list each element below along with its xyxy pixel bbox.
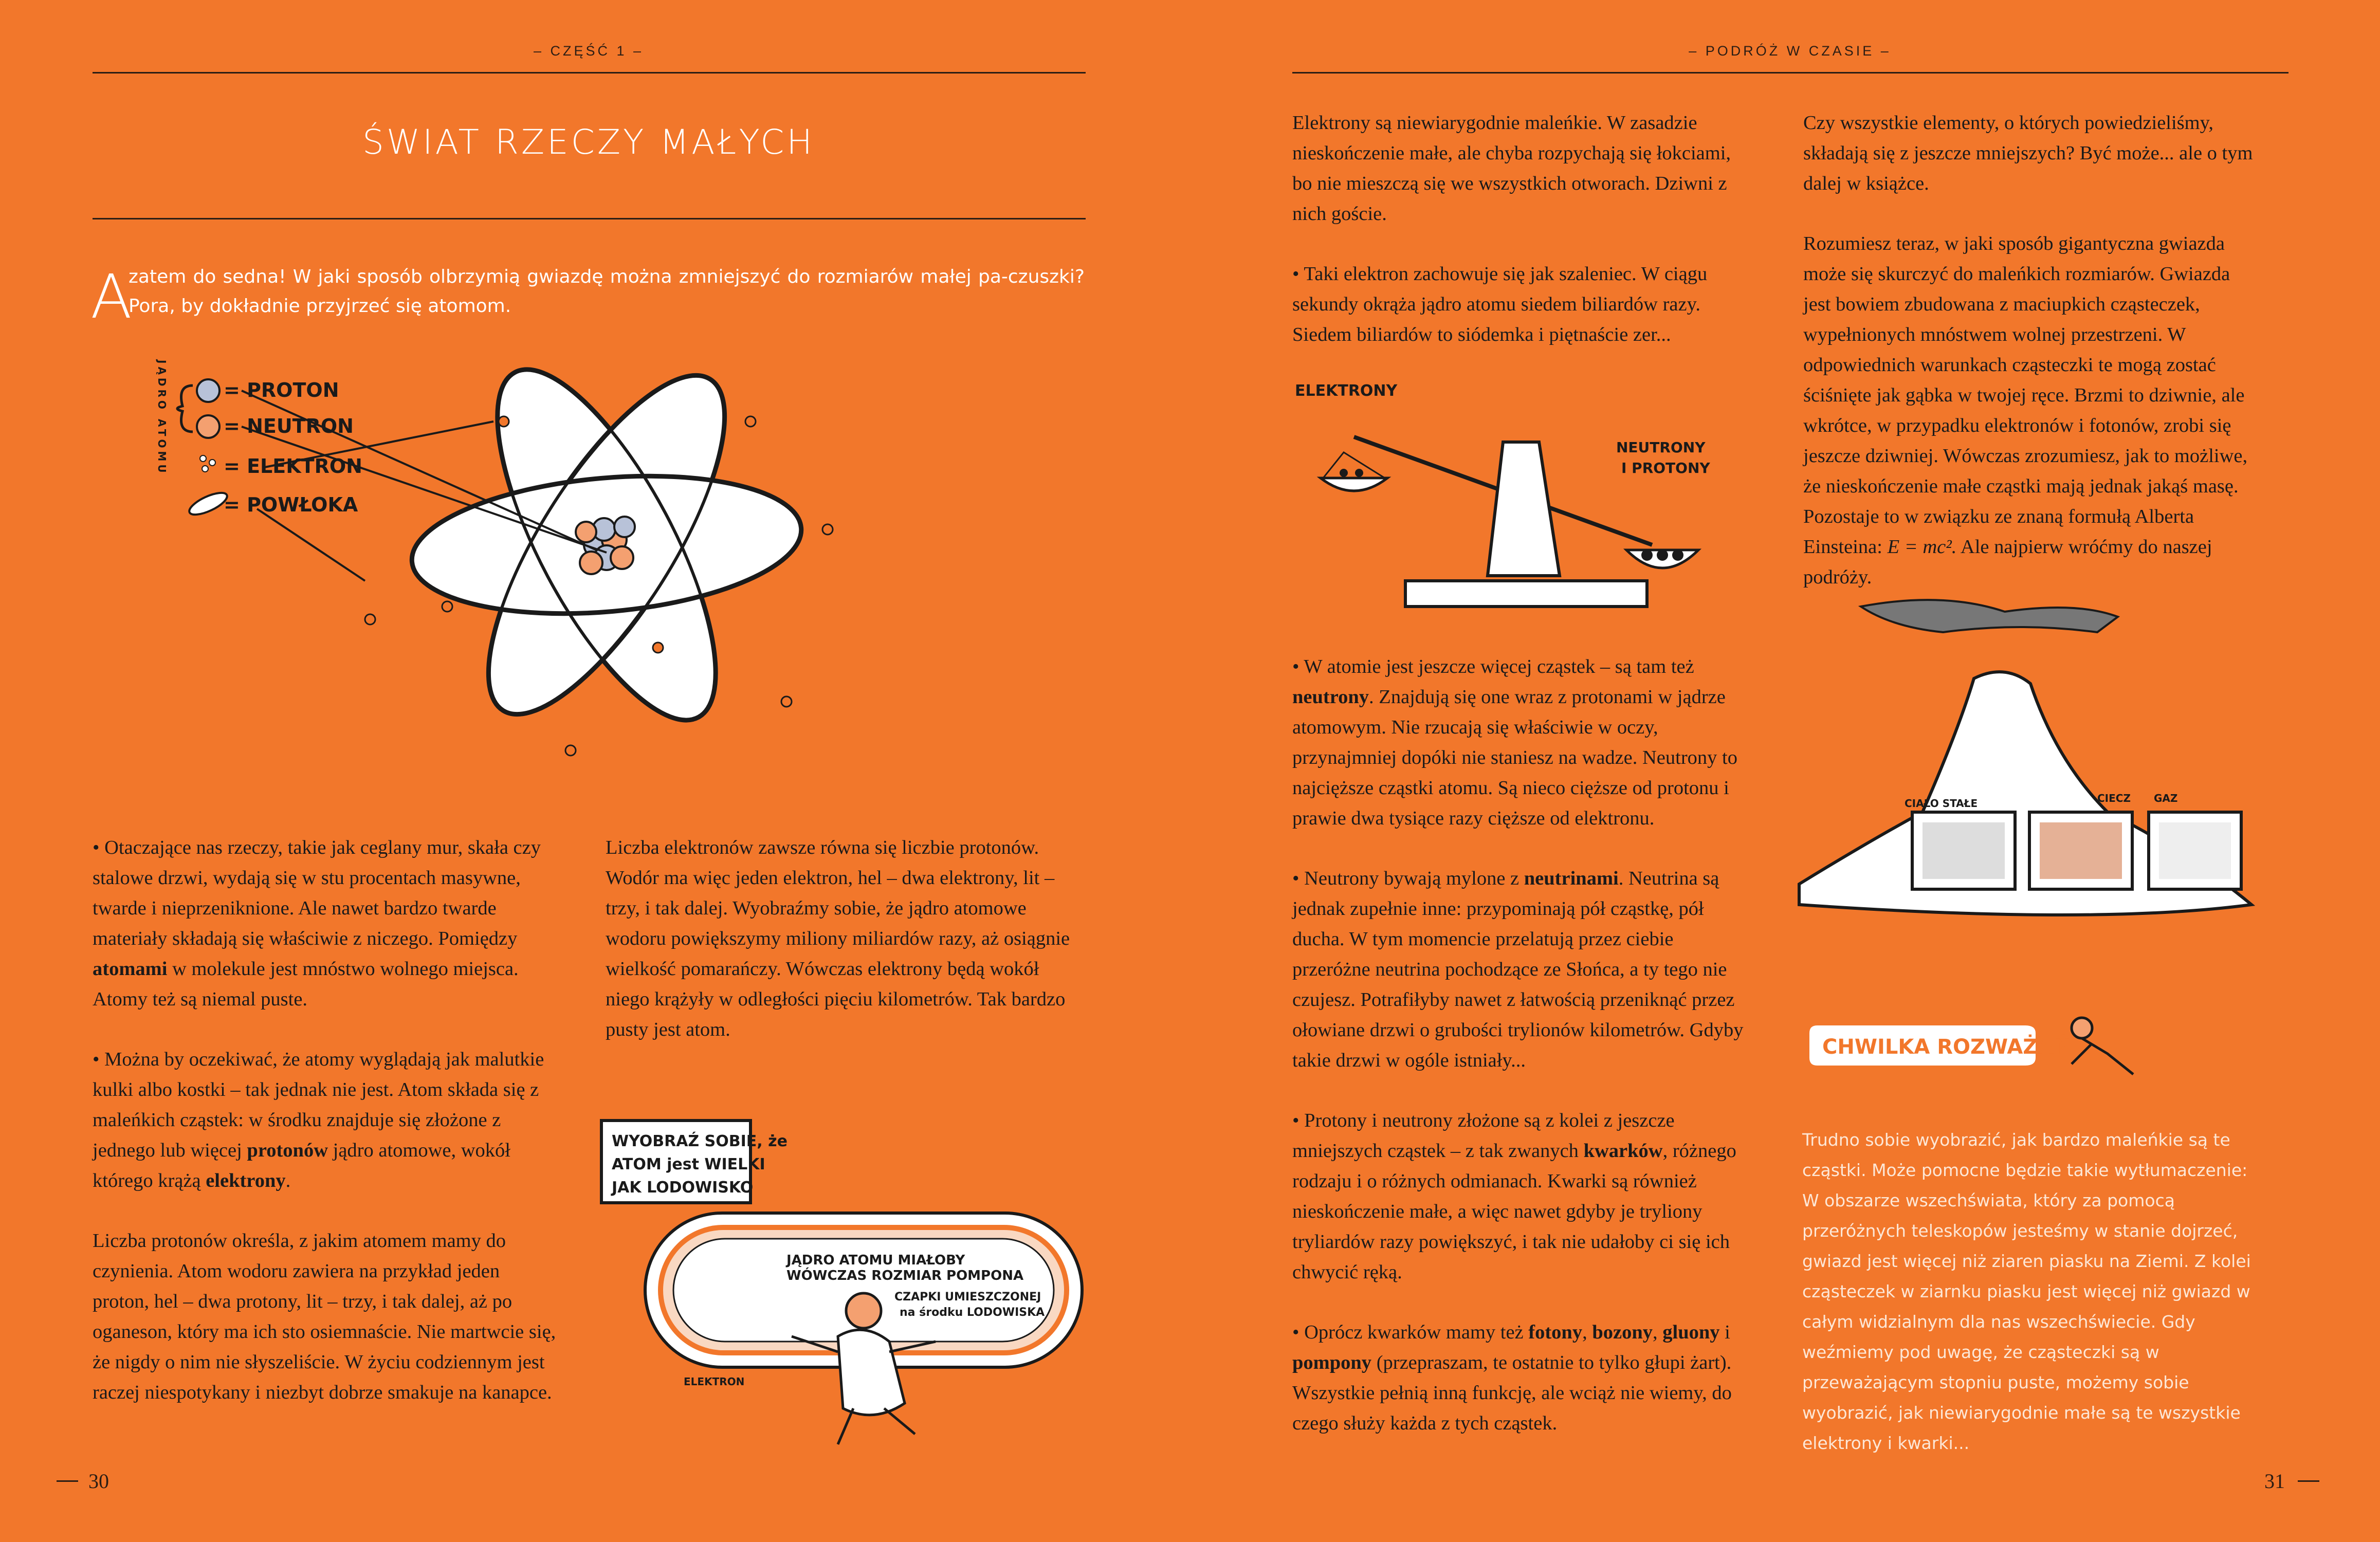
paragraph: • Otaczające nas rzeczy, takie jak ceglany mur, skała czy stalowe drzwi, wydają się w stu procentach masywne, twarde i nieprzeniknione. Ale nawet bardzo twarde materiały składają się właściwie z niczego. Pomiędzy atomami w molekule jest mnóstwo wolnego miejsca. Atomy też są niemal puste. [93, 837, 541, 1010]
lead-paragraph: zatem do sedna! W jaki sposób olbrzymią gwiazdę można zmniejszyć do rozmiarów małej pa-czuszki? Pora, by dokładnie przyjrzeć się atomom. [129, 266, 1085, 317]
paragraph: • Można by oczekiwać, że atomy wyglądają jak malutkie kulki albo kostki – tak jednak nie jest. Atom składa się z maleńkich cząstek: w środku znajduje się złożone z jednego lub więcej protonów jądro atomowe, wokół którego krążą elektrony. [93, 1049, 544, 1191]
scale-label-electrons: ELEKTRONY [1295, 382, 1398, 400]
page-title: ŚWIAT RZECZY MAŁYCH [362, 122, 815, 162]
svg-text:JĄDRO ATOMU MIAŁOBY: JĄDRO ATOMU MIAŁOBY [786, 1253, 965, 1268]
svg-text:na środku LODOWISKA: na środku LODOWISKA [900, 1306, 1045, 1319]
left-column-2 [606, 833, 1073, 1075]
scale-label-neutrons: NEUTRONY [1616, 439, 1706, 456]
paragraph: • Oprócz kwarków mamy też fotony, bozony, gluony i pompony (przepraszam, te ostatnie to tylko głupi żart). Wszystkie pełnią inną funkcję, ale wciąż nie wiemy, do czego służy każda z tych cząstek. [1292, 1321, 1732, 1434]
right-column-2 [1803, 108, 2256, 622]
solid-label: CIAŁO STAŁE [1905, 797, 1978, 810]
gas-label: GAZ [2154, 792, 2178, 804]
svg-text:WÓWCZAS ROZMIAR POMPONA: WÓWCZAS ROZMIAR POMPONA [786, 1268, 1024, 1283]
scale-illustration [1292, 370, 1734, 627]
nucleus-vertical-label: JĄDRO ATOMU [156, 360, 168, 476]
left-column-1 [93, 833, 560, 1438]
svg-text:WYOBRAŹ SOBIE, że: WYOBRAŹ SOBIE, że [612, 1132, 788, 1150]
top-rule-right [1292, 72, 2289, 74]
stadium-illustration [596, 1115, 1090, 1449]
atom-legend [147, 350, 373, 524]
section-header-left: – CZĘŚĆ 1 – [533, 43, 644, 59]
page-number-right: 31 [2264, 1470, 2285, 1493]
title-rule [93, 218, 1086, 219]
page-number-dash-right [2298, 1480, 2319, 1482]
paragraph: • Protony i neutrony złożone są z kolei z jeszcze mniejszych cząstek – z tak zwanych kwarków, różnego rodzaju i o różnych odmianach. Kwarki są również nieskończenie małe, a więc nawet gdyby je tryliony tryliardów razy powiększyć, i tak nie udałoby ci się ich chwycić ręką. [1292, 1110, 1736, 1283]
thinking-label: CHWILKA ROZWAŻAŃ [1822, 1035, 2071, 1059]
page-number-dash-left [57, 1480, 78, 1482]
sign [601, 1121, 788, 1203]
paragraph: • Neutrony bywają mylone z neutrinami. Neutrina są jednak zupełnie inne: przypominają pół cząstkę, pół ducha. W tym momencie przelatują przez ciebie przeróżne neutrina pochodzące ze Słońca, a ty tego nie czujesz. Potrafiłyby nawet z łatwością przeniknąć przez ołowiane drzwi o grubości trylionów kilometrów. Gdyby takie drzwi w ogóle istniały... [1292, 868, 1744, 1071]
paragraph: • Taki elektron zachowuje się jak szaleniec. W ciągu sekundy okrąża jądro atomu siedem biliardów razy. Siedem biliardów to siódemka i piętnaście zer... [1292, 263, 1708, 345]
proton-icon [197, 379, 219, 402]
thinking-box-text: Trudno sobie wyobrazić, jak bardzo maleńkie są te cząstki. Może pomocne będzie takie wytłumaczenie: W obszarze wszechświata, który za pomocą przeróżnych teleskopów jesteśmy w stanie dojrzeć, gwiazd jest więcej niż ziaren piasku na Ziemi. Z kolei cząsteczek w ziarnku piasku jest więcej niż gwiazd w całym widzialnym dla nas wszechświecie. Gdy weźmiemy pod uwagę, że cząsteczki są w przeważającym stopniu puste, możemy sobie wyobrazić, jak niewiarygodnie małe są te wszystkie elektrony i kwarki... [1802, 1130, 2251, 1453]
thinking-label-badge [1794, 997, 2154, 1100]
flying-person-icon [2072, 1018, 2133, 1074]
einstein-formula: E = mc². [1887, 536, 1957, 558]
paragraph: • W atomie jest jeszcze więcej cząstek – są tam też neutrony. Znajdują się one wraz z protonami w jądrze atomowym. Nie rzucają się właściwie w oczy, przynajmniej dopóki nie staniesz na wadze. Neutrony to najcięższe cząstki atomu. Są nieco cięższe od protonu i prawie dwa tysiące razy cięższe od elektronu. [1292, 656, 1737, 829]
electron-label: = ELEKTRON [224, 455, 362, 478]
shell-label: = POWŁOKA [224, 493, 358, 516]
top-rule-left [93, 72, 1086, 74]
neutron-label: = NEUTRON [224, 415, 354, 437]
volcano-illustration [1789, 596, 2262, 925]
svg-text:CZAPKI UMIESZCZONEJ: CZAPKI UMIESZCZONEJ [894, 1291, 1041, 1304]
paragraph: Liczba elektronów zawsze równa się liczbie protonów. Wodór ma więc jeden elektron, hel – dwa elektrony, lit – trzy, i tak dalej. Wyobraźmy sobie, że jądro atomowe wodoru powiększymy miliony miliardów razy, aż osiągnie wielkość pomarańczy. Wówczas elektrony będą wokół niego krążyły w odległości pięciu kilometrów. Tak bardzo pusty jest atom. [606, 837, 1070, 1040]
neutron-icon [197, 415, 219, 438]
right-column-1 [1292, 108, 1755, 380]
scale-label-protons: I PROTONY [1621, 460, 1710, 476]
proton-label: = PROTON [224, 379, 339, 401]
svg-text:ATOM jest WIELKI: ATOM jest WIELKI [612, 1155, 765, 1173]
page-number-left: 30 [88, 1470, 109, 1493]
paragraph: Czy wszystkie elementy, o których powiedzieliśmy, składają się z jeszcze mniejszych? Być może... ale o tym dalej w książce. [1803, 112, 2253, 194]
electron-label: ELEKTRON [684, 1375, 745, 1388]
electron-icon [200, 455, 215, 472]
section-header-right: – PODRÓŻ W CZASIE – [1689, 43, 1891, 59]
paragraph: Elektrony są niewiarygodnie maleńkie. W zasadzie nieskończenie małe, ale chyba rozpychają się łokciami, bo nie mieszczą się we wszystkich otworach. Dziwni z nich goście. [1292, 112, 1731, 225]
svg-text:JAK LODOWISKO: JAK LODOWISKO [612, 1179, 754, 1197]
paragraph: Rozumiesz teraz, w jaki sposób gigantyczna gwiazda może się skurczyć do maleńkich rozmiarów. Gwiazda jest bowiem zbudowana z maciupkich cząsteczek, wypełnionych mnóstwem wolnej przestrzeni. W odpowiednich warunkach cząsteczki te mogą zostać ściśnięte jak gąbka w twojej ręce. Brzmi to dziwnie, ale wkrótce, w przypadku elektronów i fotonów, zrobi się jeszcze dziwniej. Wówczas zrozumiesz, jak to możliwe, że nieskończenie małe cząstki mają jednak jakąś masę. Pozostaje to w związku ze znaną formułą Alberta Einsteina: E = mc². Ale najpierw wróćmy do naszej podróży. [1803, 233, 2248, 588]
liquid-label: CIECZ [2097, 792, 2131, 804]
right-column-1b [1292, 652, 1755, 1468]
lead-dropcap: A [90, 261, 132, 332]
paragraph: Liczba protonów określa, z jakim atomem mamy do czynienia. Atom wodoru zawiera na przykład jeden proton, hel – dwa protony, lit – trzy, i tak dalej, aż po oganeson, który ma ich sto osiemnaście. Nie martwcie się, że nigdy o nim nie słyszeliście. W życiu codziennym jest raczej niespotykany i niezbyt dobrze smakuje na kanapce. [93, 1230, 556, 1403]
